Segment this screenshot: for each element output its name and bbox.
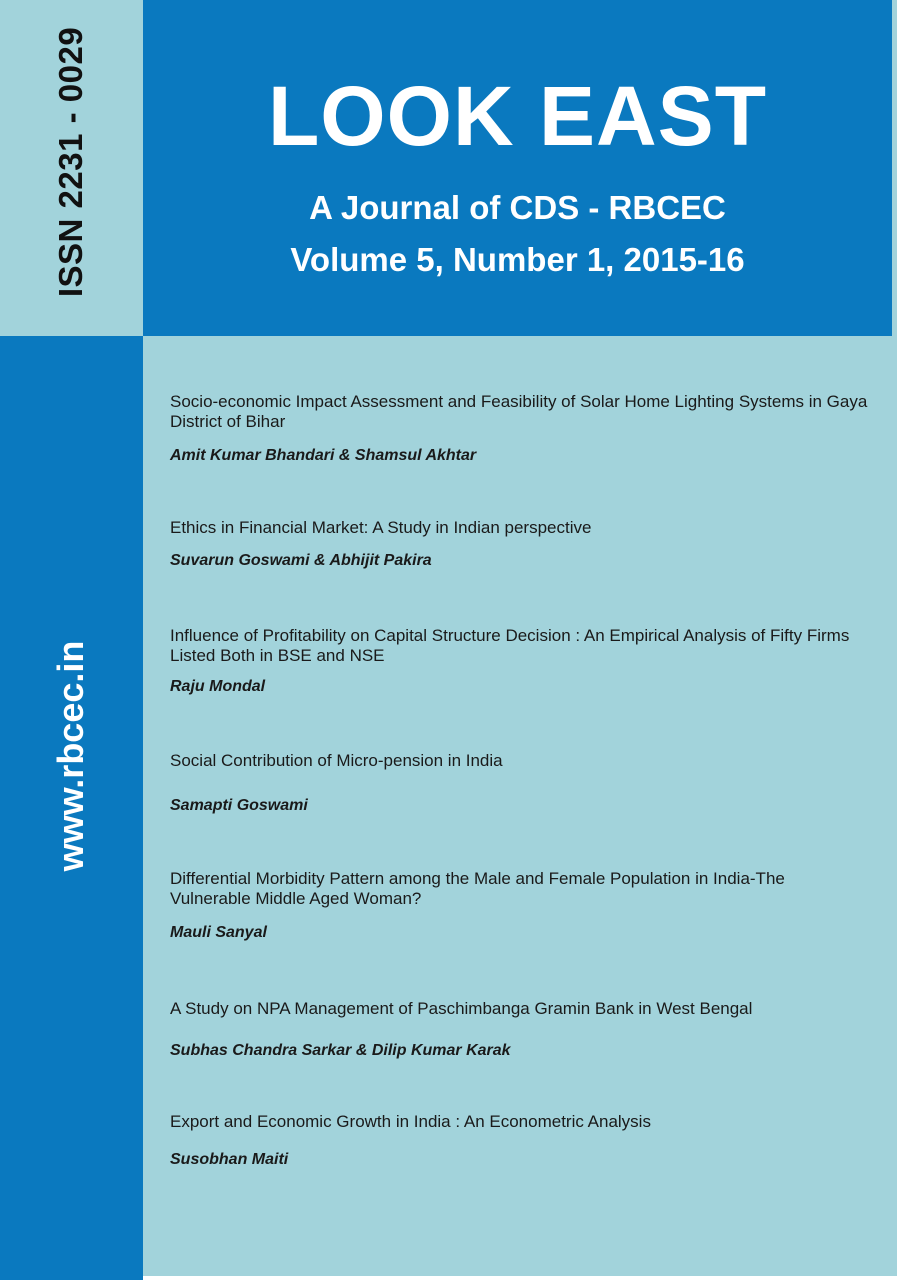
website-url[interactable]: www.rbcec.in <box>50 640 91 872</box>
article-authors: Samapti Goswami <box>170 797 308 814</box>
article-title: Social Contribution of Micro-pension in India <box>170 751 503 770</box>
right-edge-strip <box>892 0 897 1280</box>
bottom-edge <box>143 1276 897 1280</box>
article-authors: Susobhan Maiti <box>170 1151 289 1168</box>
article-entry <box>170 869 870 941</box>
article-authors: Amit Kumar Bhandari & Shamsul Akhtar <box>170 447 477 464</box>
article-title: Ethics in Financial Market: A Study in Indian perspective <box>170 518 592 537</box>
article-entry <box>170 392 870 464</box>
article-title: Socio-economic Impact Assessment and Feasibility of Solar Home Lighting Systems in Gaya District of Bihar <box>170 392 868 431</box>
article-authors: Raju Mondal <box>170 678 266 695</box>
article-title: Export and Economic Growth in India : An Econometric Analysis <box>170 1112 651 1131</box>
article-title: A Study on NPA Management of Paschimbanga Gramin Bank in West Bengal <box>170 999 753 1018</box>
article-entry <box>170 751 870 814</box>
article-entry <box>170 1112 870 1168</box>
volume-info: Volume 5, Number 1, 2015-16 <box>290 241 745 278</box>
issn-number: ISSN 2231 - 0029 <box>52 26 89 298</box>
article-entry <box>170 518 870 569</box>
article-entry <box>170 626 870 695</box>
journal-title: LOOK EAST <box>267 69 767 163</box>
left-blue-strip <box>0 336 143 1280</box>
issn-panel <box>0 0 143 336</box>
article-authors: Suvarun Goswami & Abhijit Pakira <box>170 552 432 569</box>
journal-subtitle: A Journal of CDS - RBCEC <box>309 189 726 226</box>
article-authors: Subhas Chandra Sarkar & Dilip Kumar Karak <box>170 1042 511 1059</box>
article-title: Differential Morbidity Pattern among the Male and Female Population in India-The Vulnerable Middle Aged Woman? <box>170 869 785 908</box>
article-authors: Mauli Sanyal <box>170 924 267 941</box>
title-banner <box>143 0 892 336</box>
article-title: Influence of Profitability on Capital Structure Decision : An Empirical Analysis of Fifty Firms Listed Both in BSE and NSE <box>170 626 850 665</box>
article-entry <box>170 999 870 1059</box>
